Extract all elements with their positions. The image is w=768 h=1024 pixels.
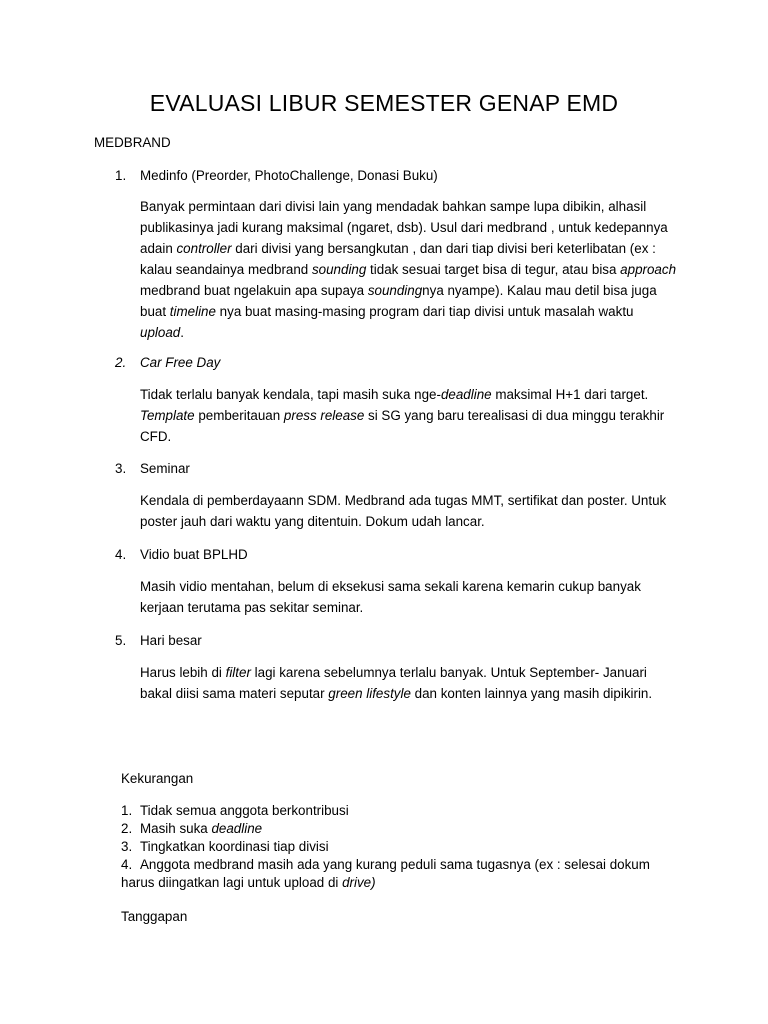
list-item-heading xyxy=(115,630,202,651)
text-run: Anggota medbrand masih ada yang kurang peduli sama tugasnya (ex : selesai dokum harus diingatkan lagi untuk upload di xyxy=(121,857,654,890)
list-item-paragraph xyxy=(140,490,680,532)
list-item-paragraph xyxy=(140,384,680,447)
text-run: si SG yang baru terealisasi di dua minggu terakhir CFD. xyxy=(140,408,669,444)
kekurangan-item-number: 2. xyxy=(121,821,133,836)
text-run: dan konten lainnya yang masih dipikirin. xyxy=(410,686,653,701)
list-item-heading xyxy=(115,458,190,479)
list-item-heading xyxy=(115,165,438,186)
kekurangan-list xyxy=(121,802,681,892)
text-run: Banyak permintaan dari divisi lain yang mendadak bahkan sampe lupa dibikin, alhasil publikasinya jadi kurang maksimal (ngaret, dsb). Usul dari medbrand , untuk kedepannya adain xyxy=(140,199,672,256)
list-item-number: 4. xyxy=(115,547,127,562)
text-run: lagi karena sebelumnya terlalu banyak. Untuk September- Januari bakal diisi sama materi seputar xyxy=(140,665,651,701)
document-title: EVALUASI LIBUR SEMESTER GENAP EMD xyxy=(149,90,619,116)
list-item-paragraph xyxy=(140,196,680,343)
list-item-title: Hari besar xyxy=(140,633,202,648)
list-item-number: 1. xyxy=(115,168,127,183)
text-run: dari divisi yang bersangkutan , dan dari tiap divisi beri keterlibatan (ex : kalau seandainya medbrand xyxy=(140,241,660,277)
list-item-title: Vidio buat BPLHD xyxy=(140,547,248,562)
text-run: medbrand buat ngelakuin apa supaya xyxy=(140,262,680,298)
list-item-paragraph xyxy=(140,576,680,618)
text-run: Masih suka xyxy=(140,821,212,836)
list-item-title: Car Free Day xyxy=(140,355,221,370)
text-run: drive) xyxy=(342,875,376,890)
kekurangan-item xyxy=(121,856,681,892)
text-run: sounding xyxy=(367,283,423,298)
list-item-title: Medinfo (Preorder, PhotoChallenge, Donasi Buku) xyxy=(140,168,438,183)
text-run: tidak sesuai target bisa di tegur, atau bisa xyxy=(366,262,621,277)
text-run: deadline xyxy=(440,387,492,402)
section-heading-medbrand: MEDBRAND xyxy=(94,135,171,150)
list-item-heading xyxy=(115,352,220,373)
text-run: Tidak terlalu banyak kendala, tapi masih suka nge- xyxy=(140,387,441,402)
text-run: nya buat masing-masing program dari tiap divisi untuk masalah waktu xyxy=(215,304,638,319)
text-run: Masih vidio mentahan, belum di eksekusi sama sekali karena kemarin cukup banyak kerjaan terutama pas sekitar seminar. xyxy=(140,579,645,615)
kekurangan-item xyxy=(121,820,681,838)
text-run: Template xyxy=(140,408,195,423)
kekurangan-item-number: 3. xyxy=(121,839,133,854)
text-run: controller xyxy=(176,241,232,256)
text-run: pemberitauan xyxy=(194,408,284,423)
list-item-title: Seminar xyxy=(140,461,190,476)
list-item-number: 2. xyxy=(115,355,127,370)
kekurangan-item xyxy=(121,802,681,820)
text-run: maksimal H+1 dari target. xyxy=(491,387,652,402)
text-run: timeline xyxy=(169,304,216,319)
kekurangan-heading: Kekurangan xyxy=(121,771,194,786)
list-item-paragraph xyxy=(140,662,680,704)
kekurangan-item-number: 1. xyxy=(121,803,133,818)
text-run: . xyxy=(180,325,184,340)
kekurangan-item xyxy=(121,838,681,856)
text-run: press release xyxy=(283,408,365,423)
kekurangan-item-number: 4. xyxy=(121,857,133,872)
list-item-heading xyxy=(115,544,248,565)
text-run: Harus lebih di xyxy=(140,665,226,680)
text-run: filter xyxy=(225,665,251,680)
text-run: nya nyampe). Kalau mau detil bisa juga buat xyxy=(140,283,661,319)
text-run: sounding xyxy=(311,262,367,277)
text-run: green lifestyle xyxy=(328,686,411,701)
list-item-number: 3. xyxy=(115,461,127,476)
text-run: upload xyxy=(140,325,181,340)
text-run: Kendala di pemberdayaann SDM. Medbrand ada tugas MMT, sertifikat dan poster. Untuk poster jauh dari waktu yang ditentuin. Dokum udah lancar. xyxy=(140,493,670,529)
text-run: deadline xyxy=(211,821,263,836)
text-run: Tidak semua anggota berkontribusi xyxy=(140,803,349,818)
list-item-number: 5. xyxy=(115,633,127,648)
text-run: Tingkatkan koordinasi tiap divisi xyxy=(140,839,329,854)
tanggapan-heading: Tanggapan xyxy=(121,909,188,924)
text-run: approach xyxy=(620,262,677,277)
